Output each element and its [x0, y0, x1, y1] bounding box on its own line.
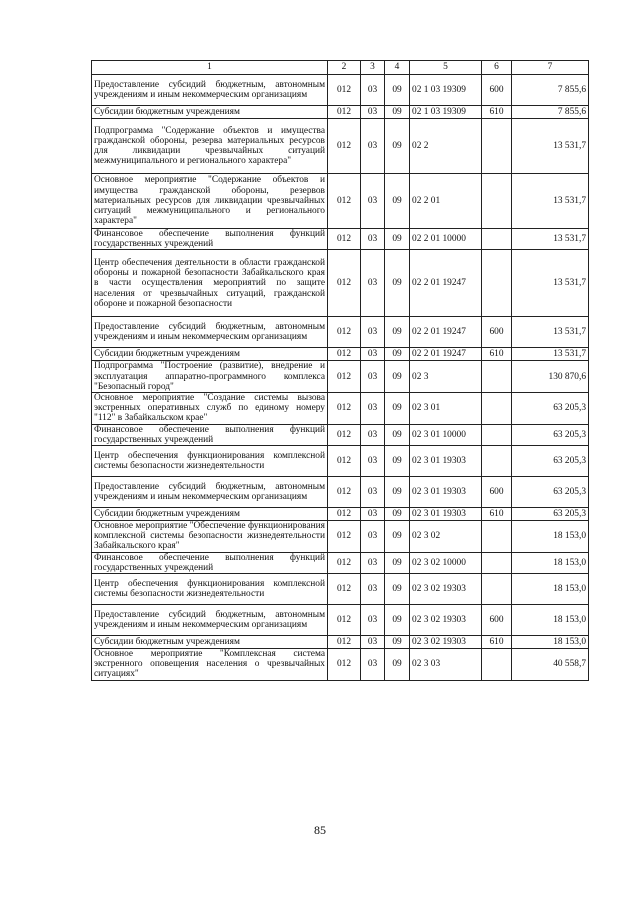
- row-description: Центр обеспечения функционирования комплексной системы безопасности жизнедеятельности: [92, 446, 328, 477]
- row-description: Субсидии бюджетным учреждениям: [92, 508, 328, 521]
- row-amount: 13 531,7: [512, 250, 589, 317]
- row-amount: 40 558,7: [512, 649, 589, 681]
- header-col-5: 5: [410, 61, 482, 75]
- row-subsection-code: 09: [385, 477, 410, 508]
- row-section-code: 03: [361, 477, 385, 508]
- page-number: 85: [314, 823, 326, 837]
- row-amount: 7 855,6: [512, 75, 589, 106]
- row-section-code: 03: [361, 229, 385, 250]
- row-section-code: 03: [361, 106, 385, 119]
- row-subsection-code: 09: [385, 361, 410, 393]
- header-col-1: 1: [92, 61, 328, 75]
- table-row: [92, 521, 589, 553]
- row-subsection-code: 09: [385, 552, 410, 573]
- table-row: [92, 477, 589, 508]
- row-amount: 63 205,3: [512, 393, 589, 425]
- row-target-code: 02 3 02 19303: [410, 605, 482, 636]
- row-admin-code: 012: [328, 649, 361, 681]
- row-expense-type: [482, 446, 512, 477]
- row-description: Подпрограмма "Содержание объектов и имущества гражданской обороны, резерва материальных ресурсов для ликвидации чрезвычайных ситуаций межмуниципального и регионального характера": [92, 119, 328, 174]
- row-amount: 13 531,7: [512, 174, 589, 229]
- row-description: Предоставление субсидий бюджетным, автономным учреждениям и иным некоммерческим организациям: [92, 75, 328, 106]
- row-description: Предоставление субсидий бюджетным, автономным учреждениям и иным некоммерческим организациям: [92, 477, 328, 508]
- table-row: [92, 250, 589, 317]
- row-admin-code: 012: [328, 636, 361, 649]
- row-amount: 18 153,0: [512, 552, 589, 573]
- row-amount: 13 531,7: [512, 317, 589, 348]
- row-admin-code: 012: [328, 174, 361, 229]
- row-target-code: 02 3 02 19303: [410, 636, 482, 649]
- row-amount: 13 531,7: [512, 348, 589, 361]
- row-target-code: 02 2 01 10000: [410, 229, 482, 250]
- row-expense-type: 600: [482, 75, 512, 106]
- table-row: [92, 75, 589, 106]
- row-subsection-code: 09: [385, 574, 410, 605]
- table-row: [92, 317, 589, 348]
- row-subsection-code: 09: [385, 348, 410, 361]
- row-admin-code: 012: [328, 317, 361, 348]
- row-section-code: 03: [361, 508, 385, 521]
- row-amount: 13 531,7: [512, 119, 589, 174]
- table-row: [92, 361, 589, 393]
- row-subsection-code: 09: [385, 106, 410, 119]
- row-section-code: 03: [361, 446, 385, 477]
- row-description: Основное мероприятие "Создание системы вызова экстренных оперативных служб по единому номеру "112" в Забайкальском крае": [92, 393, 328, 425]
- row-admin-code: 012: [328, 229, 361, 250]
- row-expense-type: [482, 649, 512, 681]
- row-section-code: 03: [361, 250, 385, 317]
- row-target-code: 02 3: [410, 361, 482, 393]
- row-amount: 63 205,3: [512, 446, 589, 477]
- table-row: [92, 424, 589, 445]
- row-section-code: 03: [361, 552, 385, 573]
- row-admin-code: 012: [328, 106, 361, 119]
- row-admin-code: 012: [328, 552, 361, 573]
- row-description: Субсидии бюджетным учреждениям: [92, 636, 328, 649]
- row-description: Основное мероприятие "Комплексная система экстренного оповещения населения о чрезвычайных ситуациях": [92, 649, 328, 681]
- row-expense-type: 600: [482, 477, 512, 508]
- table-row: [92, 106, 589, 119]
- row-description: Предоставление субсидий бюджетным, автономным учреждениям и иным некоммерческим организациям: [92, 317, 328, 348]
- row-admin-code: 012: [328, 477, 361, 508]
- row-amount: 18 153,0: [512, 521, 589, 553]
- row-description: Центр обеспечения функционирования комплексной системы безопасности жизнедеятельности: [92, 574, 328, 605]
- row-target-code: 02 3 01 19303: [410, 477, 482, 508]
- row-amount: 63 205,3: [512, 477, 589, 508]
- row-target-code: 02 1 03 19309: [410, 75, 482, 106]
- row-target-code: 02 2 01: [410, 174, 482, 229]
- row-target-code: 02 3 01 10000: [410, 424, 482, 445]
- row-section-code: 03: [361, 605, 385, 636]
- row-amount: 63 205,3: [512, 424, 589, 445]
- row-target-code: 02 3 02 10000: [410, 552, 482, 573]
- row-subsection-code: 09: [385, 75, 410, 106]
- table-row: [92, 446, 589, 477]
- row-subsection-code: 09: [385, 649, 410, 681]
- row-description: Подпрограмма "Построение (развитие), внедрение и эксплуатация аппаратно-программного комплекса "Безопасный город": [92, 361, 328, 393]
- row-expense-type: [482, 229, 512, 250]
- row-amount: 13 531,7: [512, 229, 589, 250]
- row-amount: 18 153,0: [512, 605, 589, 636]
- row-target-code: 02 3 02 19303: [410, 574, 482, 605]
- row-admin-code: 012: [328, 446, 361, 477]
- header-col-2: 2: [328, 61, 361, 75]
- row-expense-type: [482, 119, 512, 174]
- row-expense-type: 610: [482, 106, 512, 119]
- table-body: [92, 75, 589, 681]
- table-row: [92, 636, 589, 649]
- row-section-code: 03: [361, 424, 385, 445]
- row-subsection-code: 09: [385, 446, 410, 477]
- row-expense-type: [482, 393, 512, 425]
- row-section-code: 03: [361, 636, 385, 649]
- table-row: [92, 649, 589, 681]
- row-admin-code: 012: [328, 508, 361, 521]
- row-description: Финансовое обеспечение выполнения функций государственных учреждений: [92, 552, 328, 573]
- row-admin-code: 012: [328, 393, 361, 425]
- row-subsection-code: 09: [385, 174, 410, 229]
- table-row: [92, 552, 589, 573]
- row-description: Центр обеспечения деятельности в области гражданской обороны и пожарной безопасности Забайкальского края в части осуществления мероприятий по защите населения от чрезвычайных ситуаций, гражданской обороне и пожарной безопасности: [92, 250, 328, 317]
- row-expense-type: 600: [482, 317, 512, 348]
- row-subsection-code: 09: [385, 317, 410, 348]
- row-target-code: 02 3 03: [410, 649, 482, 681]
- table-row: [92, 229, 589, 250]
- row-subsection-code: 09: [385, 250, 410, 317]
- header-col-7: 7: [512, 61, 589, 75]
- row-description: Субсидии бюджетным учреждениям: [92, 106, 328, 119]
- header-col-4: 4: [385, 61, 410, 75]
- row-description: Основное мероприятие "Содержание объектов и имущества гражданской обороны, резервов материальных ресурсов для ликвидации чрезвычайных ситуаций межмуниципального и регионального характера": [92, 174, 328, 229]
- row-subsection-code: 09: [385, 424, 410, 445]
- row-subsection-code: 09: [385, 119, 410, 174]
- header-col-3: 3: [361, 61, 385, 75]
- row-target-code: 02 3 01: [410, 393, 482, 425]
- row-expense-type: [482, 521, 512, 553]
- row-target-code: 02 3 01 19303: [410, 446, 482, 477]
- row-admin-code: 012: [328, 605, 361, 636]
- header-col-6: 6: [482, 61, 512, 75]
- row-target-code: 02 2 01 19247: [410, 317, 482, 348]
- row-description: Финансовое обеспечение выполнения функций государственных учреждений: [92, 424, 328, 445]
- row-expense-type: 610: [482, 636, 512, 649]
- row-target-code: 02 2 01 19247: [410, 250, 482, 317]
- row-expense-type: [482, 174, 512, 229]
- row-section-code: 03: [361, 361, 385, 393]
- row-admin-code: 012: [328, 75, 361, 106]
- row-subsection-code: 09: [385, 393, 410, 425]
- row-admin-code: 012: [328, 424, 361, 445]
- row-admin-code: 012: [328, 348, 361, 361]
- row-section-code: 03: [361, 317, 385, 348]
- row-amount: 18 153,0: [512, 574, 589, 605]
- row-expense-type: 610: [482, 508, 512, 521]
- row-admin-code: 012: [328, 250, 361, 317]
- table-row: [92, 393, 589, 425]
- row-amount: 7 855,6: [512, 106, 589, 119]
- table-row: [92, 605, 589, 636]
- row-target-code: 02 3 02: [410, 521, 482, 553]
- row-expense-type: [482, 250, 512, 317]
- row-expense-type: [482, 552, 512, 573]
- table-row: [92, 119, 589, 174]
- row-admin-code: 012: [328, 361, 361, 393]
- row-admin-code: 012: [328, 574, 361, 605]
- row-amount: 130 870,6: [512, 361, 589, 393]
- table-row: [92, 348, 589, 361]
- row-description: Финансовое обеспечение выполнения функций государственных учреждений: [92, 229, 328, 250]
- row-section-code: 03: [361, 521, 385, 553]
- row-expense-type: [482, 424, 512, 445]
- row-description: Субсидии бюджетным учреждениям: [92, 348, 328, 361]
- row-target-code: 02 1 03 19309: [410, 106, 482, 119]
- row-admin-code: 012: [328, 119, 361, 174]
- row-target-code: 02 3 01 19303: [410, 508, 482, 521]
- row-section-code: 03: [361, 574, 385, 605]
- row-target-code: 02 2 01 19247: [410, 348, 482, 361]
- row-expense-type: [482, 574, 512, 605]
- row-expense-type: 600: [482, 605, 512, 636]
- row-section-code: 03: [361, 174, 385, 229]
- row-subsection-code: 09: [385, 636, 410, 649]
- table-row: [92, 174, 589, 229]
- row-subsection-code: 09: [385, 229, 410, 250]
- row-section-code: 03: [361, 119, 385, 174]
- row-section-code: 03: [361, 393, 385, 425]
- row-section-code: 03: [361, 75, 385, 106]
- table-row: [92, 508, 589, 521]
- header-row: [92, 61, 589, 75]
- row-subsection-code: 09: [385, 521, 410, 553]
- row-expense-type: [482, 361, 512, 393]
- row-expense-type: 610: [482, 348, 512, 361]
- budget-table: [91, 60, 589, 681]
- row-target-code: 02 2: [410, 119, 482, 174]
- row-description: Основное мероприятие "Обеспечение функционирования комплексной системы безопасности жизнедеятельности Забайкальского края": [92, 521, 328, 553]
- row-section-code: 03: [361, 649, 385, 681]
- row-subsection-code: 09: [385, 508, 410, 521]
- row-amount: 63 205,3: [512, 508, 589, 521]
- row-description: Предоставление субсидий бюджетным, автономным учреждениям и иным некоммерческим организациям: [92, 605, 328, 636]
- table-row: [92, 574, 589, 605]
- row-admin-code: 012: [328, 521, 361, 553]
- row-section-code: 03: [361, 348, 385, 361]
- row-amount: 18 153,0: [512, 636, 589, 649]
- row-subsection-code: 09: [385, 605, 410, 636]
